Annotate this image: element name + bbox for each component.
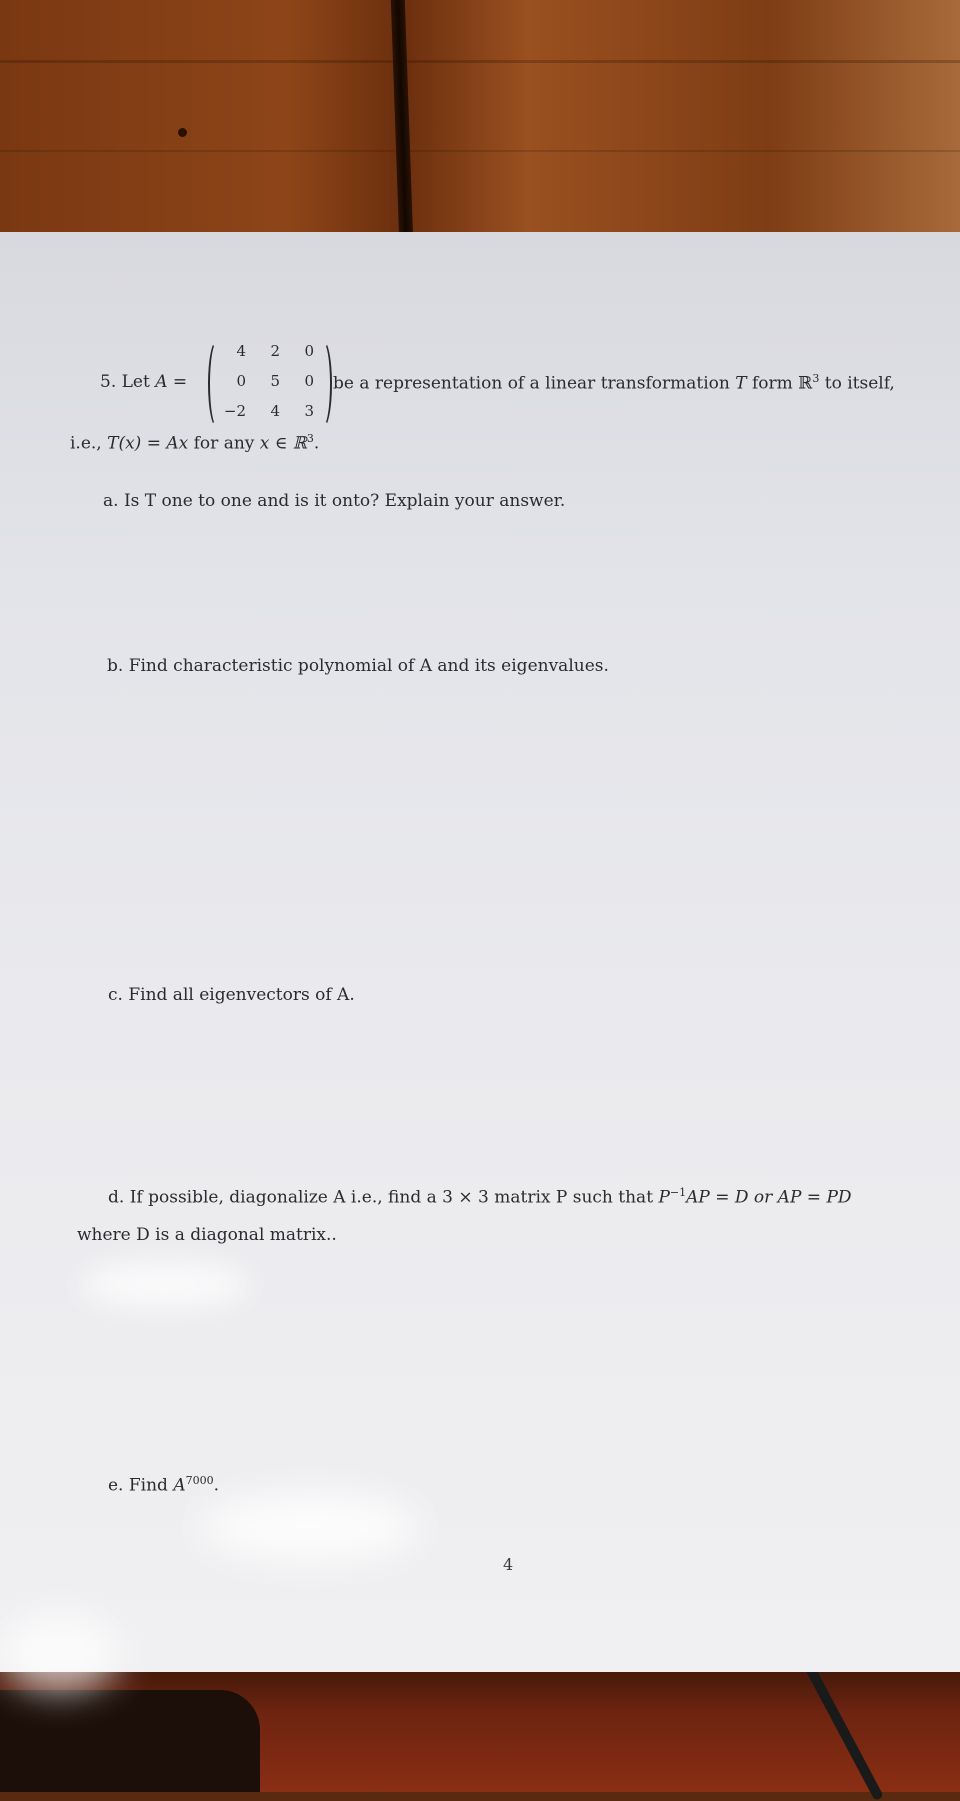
dark-object — [0, 1690, 260, 1792]
matrix-cell: 0 — [236, 372, 246, 390]
part-text: Is T one to one and is it onto? Explain your answer. — [123, 491, 566, 511]
matrix-cell: 4 — [236, 342, 246, 360]
let-text: Let — [121, 372, 150, 392]
form-text: form — [752, 373, 793, 394]
part-label: c. — [108, 985, 123, 1005]
period: . — [213, 1475, 220, 1496]
part-a — [103, 491, 565, 511]
matrix-cell: 4 — [270, 402, 280, 420]
nail-head — [178, 128, 187, 137]
light-glare — [0, 1612, 120, 1692]
matrix-cell: 3 — [304, 402, 314, 420]
matrix-cell: 2 — [270, 342, 280, 360]
matrix-cell: −2 — [223, 402, 246, 420]
part-label: e. — [108, 1475, 124, 1496]
matrix-cell: 5 — [270, 372, 280, 390]
part-e — [108, 1474, 219, 1496]
for-any-text: for any — [193, 433, 255, 454]
transformation-formula: T(x) = Ax — [107, 433, 189, 454]
part-c — [108, 985, 355, 1005]
part-label: a. — [103, 491, 119, 511]
exponent: 3 — [306, 432, 314, 445]
transformation-symbol: T — [735, 373, 747, 394]
real-space-symbol: ℝ — [798, 373, 813, 394]
part-label: d. — [108, 1187, 125, 1208]
part-text: Find — [128, 1475, 168, 1496]
exponent: 7000 — [185, 1474, 214, 1487]
problem-intro — [100, 372, 187, 392]
matrix-cell: 0 — [304, 342, 314, 360]
wood-grain — [0, 60, 960, 63]
part-label: b. — [107, 656, 124, 676]
wooden-table-background — [0, 0, 960, 240]
part-d-line-2 — [77, 1225, 337, 1245]
statement-text: be a representation of a linear transformation — [333, 373, 730, 394]
problem-line-2 — [70, 432, 319, 454]
exponent: −1 — [669, 1186, 687, 1199]
matrix-A — [208, 340, 332, 426]
matrix-symbol: A — [173, 1475, 186, 1496]
domain-formula: x ∈ ℝ — [259, 433, 307, 454]
page-number: 4 — [503, 1555, 514, 1574]
part-text: Find all eigenvectors of A. — [128, 985, 355, 1005]
formula: P — [658, 1187, 670, 1208]
equals-sign: = — [172, 372, 188, 392]
part-text: Find characteristic polynomial of A and its eigenvalues. — [128, 656, 609, 676]
right-parenthesis — [314, 340, 332, 428]
part-b — [107, 656, 609, 676]
part-text: where D is a diagonal matrix.. — [77, 1225, 337, 1245]
light-glare — [200, 1492, 420, 1562]
to-itself-text: to itself, — [824, 373, 895, 394]
problem-statement-rest — [333, 372, 895, 394]
part-d — [108, 1186, 852, 1208]
period: . — [313, 433, 320, 454]
matrix-symbol: A — [155, 372, 168, 392]
problem-number: 5. — [100, 372, 117, 392]
formula: AP = D or AP = PD — [686, 1187, 852, 1208]
matrix-cell: 0 — [304, 372, 314, 390]
ie-text: i.e., — [70, 433, 102, 454]
part-text: If possible, diagonalize A i.e., find a 3 × 3 matrix P such that — [129, 1187, 654, 1208]
light-glare — [80, 1262, 250, 1307]
wood-grain — [0, 150, 960, 152]
exponent: 3 — [812, 372, 820, 385]
